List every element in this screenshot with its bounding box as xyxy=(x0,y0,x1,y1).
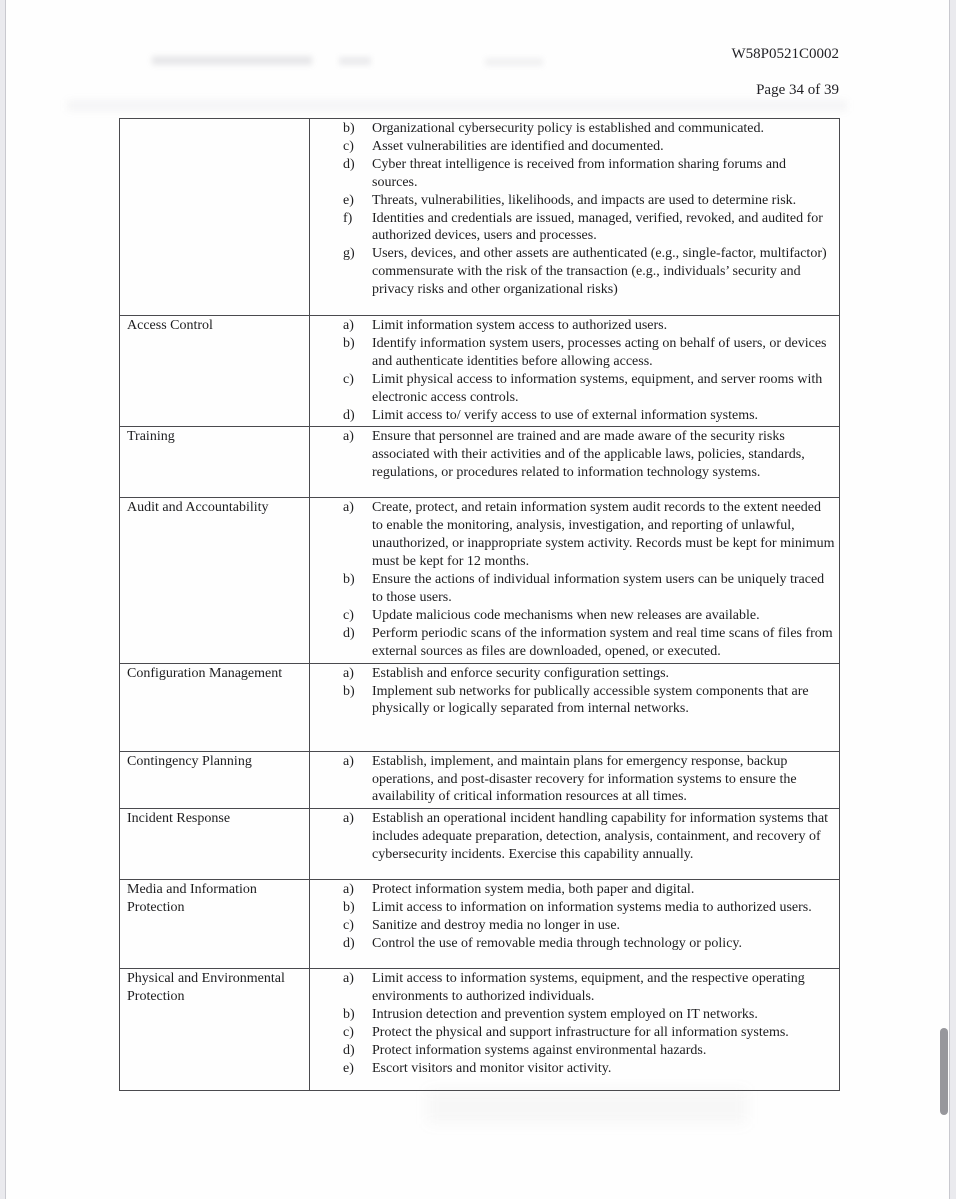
item-letter: b) xyxy=(343,335,355,351)
item-letter: d) xyxy=(343,156,355,172)
item-text: Protect information systems against environmental hazards. xyxy=(372,1042,707,1058)
item-text: Users, devices, and other assets are authenticated (e.g., single-factor, multifactor) commensurate with the risk of the transaction (e.g., individuals’ security and privacy risks and other organizational risks) xyxy=(372,246,827,298)
item-text: Implement sub networks for publically accessible system components that are physically or logically separated from internal networks. xyxy=(372,683,809,717)
item-letter: c) xyxy=(343,1025,354,1041)
item-letter: d) xyxy=(343,407,355,423)
requirement-item xyxy=(310,970,837,1006)
requirements-cell xyxy=(310,752,839,809)
table-row xyxy=(120,663,839,751)
item-letter: a) xyxy=(343,665,354,681)
requirement-item xyxy=(310,753,837,807)
page-bleedthrough-artifact xyxy=(152,56,312,65)
table-row xyxy=(120,315,839,426)
item-letter: b) xyxy=(343,121,355,136)
item-text: Establish an operational incident handling capability for information systems that includes adequate preparation, detection, analysis, containment, and recovery of cybersecurity incidents. Exercise this capability annually. xyxy=(372,811,829,863)
item-letter: g) xyxy=(343,246,355,262)
category-cell: Media and Information Protection xyxy=(120,880,310,968)
item-letter: c) xyxy=(343,607,354,623)
item-text: Create, protect, and retain information system audit records to the extent needed to enable the monitoring, analysis, investigation, and reporting of unlawful, unauthorized, or inappropriate system activity. Records must be kept for minimum must be kept for 12 months. xyxy=(372,500,835,570)
category-cell: Access Control xyxy=(120,316,310,426)
item-text: Identify information system users, processes acting on behalf of users, or devices and authenticate identities before allowing access. xyxy=(372,335,827,369)
requirement-item xyxy=(310,192,837,210)
requirement-item xyxy=(310,317,837,335)
item-letter: f) xyxy=(343,210,353,226)
page-number-label: Page 34 of 39 xyxy=(756,82,839,98)
requirement-item xyxy=(310,138,837,156)
item-letter: a) xyxy=(343,882,354,898)
requirement-item xyxy=(310,1042,837,1060)
item-text: Limit physical access to information systems, equipment, and server rooms with electronic access controls. xyxy=(372,371,823,405)
requirement-item xyxy=(310,1024,837,1042)
requirement-item xyxy=(310,499,837,571)
item-text: Threats, vulnerabilities, likelihoods, and impacts are used to determine risk. xyxy=(372,192,797,208)
item-text: Intrusion detection and prevention system employed on IT networks. xyxy=(372,1007,758,1023)
requirement-item xyxy=(310,683,837,719)
item-letter: c) xyxy=(343,138,354,154)
table-row xyxy=(120,119,839,315)
category-cell: Training xyxy=(120,427,310,497)
category-cell xyxy=(120,119,310,315)
item-text: Escort visitors and monitor visitor activity. xyxy=(372,1060,612,1076)
requirements-cell xyxy=(310,969,839,1090)
item-text: Protect the physical and support infrastructure for all information systems. xyxy=(372,1025,789,1041)
item-text: Cyber threat intelligence is received from information sharing forums and sources. xyxy=(372,156,787,190)
requirement-item xyxy=(310,371,837,407)
page-bleedthrough-artifact xyxy=(485,58,543,66)
item-letter: b) xyxy=(343,572,355,588)
item-letter: a) xyxy=(343,429,354,445)
item-text: Ensure the actions of individual information system users can be uniquely traced to those users. xyxy=(372,572,825,605)
requirement-item xyxy=(310,407,837,425)
category-cell: Configuration Management xyxy=(120,664,310,751)
item-letter: a) xyxy=(343,318,354,333)
scrollbar-thumb[interactable] xyxy=(940,1028,948,1115)
requirement-item xyxy=(310,210,837,246)
item-text: Establish, implement, and maintain plans for emergency response, backup operations, and post-disaster recovery for information systems to ensure the availability of critical information resources at all times. xyxy=(372,753,797,805)
item-text: Limit access to information on information systems media to authorized users. xyxy=(372,900,812,916)
item-text: Ensure that personnel are trained and are made aware of the security risks associated with their activities and of the applicable laws, policies, standards, regulations, or procedures related to information technology systems. xyxy=(372,429,805,481)
table-row xyxy=(120,497,839,662)
item-letter: d) xyxy=(343,936,355,952)
item-letter: a) xyxy=(343,971,354,987)
item-letter: a) xyxy=(343,811,354,827)
item-text: Limit information system access to authorized users. xyxy=(372,318,668,333)
item-letter: e) xyxy=(343,192,354,208)
item-text: Update malicious code mechanisms when new releases are available. xyxy=(372,607,760,623)
item-letter: a) xyxy=(343,753,354,769)
item-text: Organizational cybersecurity policy is established and communicated. xyxy=(372,121,765,136)
item-letter: c) xyxy=(343,918,354,934)
requirement-item xyxy=(310,917,837,935)
item-letter: d) xyxy=(343,1042,355,1058)
requirements-cell xyxy=(310,316,839,426)
viewer-edge-right xyxy=(949,0,956,1199)
requirement-item xyxy=(310,245,837,299)
requirement-item xyxy=(310,935,837,953)
item-letter: b) xyxy=(343,900,355,916)
item-text: Control the use of removable media through technology or policy. xyxy=(372,936,743,952)
item-text: Protect information system media, both paper and digital. xyxy=(372,882,695,898)
category-cell: Audit and Accountability xyxy=(120,498,310,662)
item-letter: e) xyxy=(343,1060,354,1076)
table-row xyxy=(120,968,839,1090)
table-row xyxy=(120,879,839,968)
requirement-item xyxy=(310,607,837,625)
requirement-item xyxy=(310,120,837,138)
category-cell: Contingency Planning xyxy=(120,752,310,809)
item-letter: b) xyxy=(343,683,355,699)
requirements-cell xyxy=(310,880,839,968)
requirement-item xyxy=(310,571,837,607)
item-text: Asset vulnerabilities are identified and documented. xyxy=(372,138,664,154)
requirements-cell xyxy=(310,427,839,497)
page-bleedthrough-artifact xyxy=(67,100,847,111)
item-text: Perform periodic scans of the information system and real time scans of files from external sources as files are downloaded, opened, or executed. xyxy=(372,625,833,659)
requirement-item xyxy=(310,335,837,371)
requirement-item xyxy=(310,665,837,683)
viewer-edge-left xyxy=(0,0,6,1199)
page-bleedthrough-artifact xyxy=(339,57,371,65)
requirement-item xyxy=(310,899,837,917)
category-cell: Incident Response xyxy=(120,809,310,879)
requirement-item xyxy=(310,810,837,864)
document-page xyxy=(7,0,948,1199)
requirements-cell xyxy=(310,498,839,662)
item-text: Sanitize and destroy media no longer in use. xyxy=(372,918,621,934)
requirement-item xyxy=(310,428,837,482)
item-text: Limit access to information systems, equipment, and the respective operating environments to authorized individuals. xyxy=(372,971,805,1005)
requirements-cell xyxy=(310,809,839,879)
item-text: Limit access to/ verify access to use of external information systems. xyxy=(372,407,759,423)
requirement-item xyxy=(310,625,837,661)
item-text: Establish and enforce security configuration settings. xyxy=(372,665,670,681)
item-letter: d) xyxy=(343,625,355,641)
table-row xyxy=(120,808,839,879)
requirement-item xyxy=(310,156,837,192)
requirements-cell xyxy=(310,119,839,315)
table-row xyxy=(120,751,839,809)
page-bleedthrough-artifact xyxy=(427,1090,747,1124)
item-letter: c) xyxy=(343,371,354,387)
table-row xyxy=(120,426,839,497)
requirement-item xyxy=(310,1006,837,1024)
category-cell: Physical and Environmental Protection xyxy=(120,969,310,1090)
item-text: Identities and credentials are issued, managed, verified, revoked, and audited for authorized devices, users and processes. xyxy=(372,210,823,244)
document-number: W58P0521C0002 xyxy=(731,46,839,62)
requirement-item xyxy=(310,881,837,899)
requirement-item xyxy=(310,1060,837,1078)
requirements-cell xyxy=(310,664,839,751)
item-letter: a) xyxy=(343,500,354,516)
item-letter: b) xyxy=(343,1007,355,1023)
security-controls-table xyxy=(119,118,840,1091)
